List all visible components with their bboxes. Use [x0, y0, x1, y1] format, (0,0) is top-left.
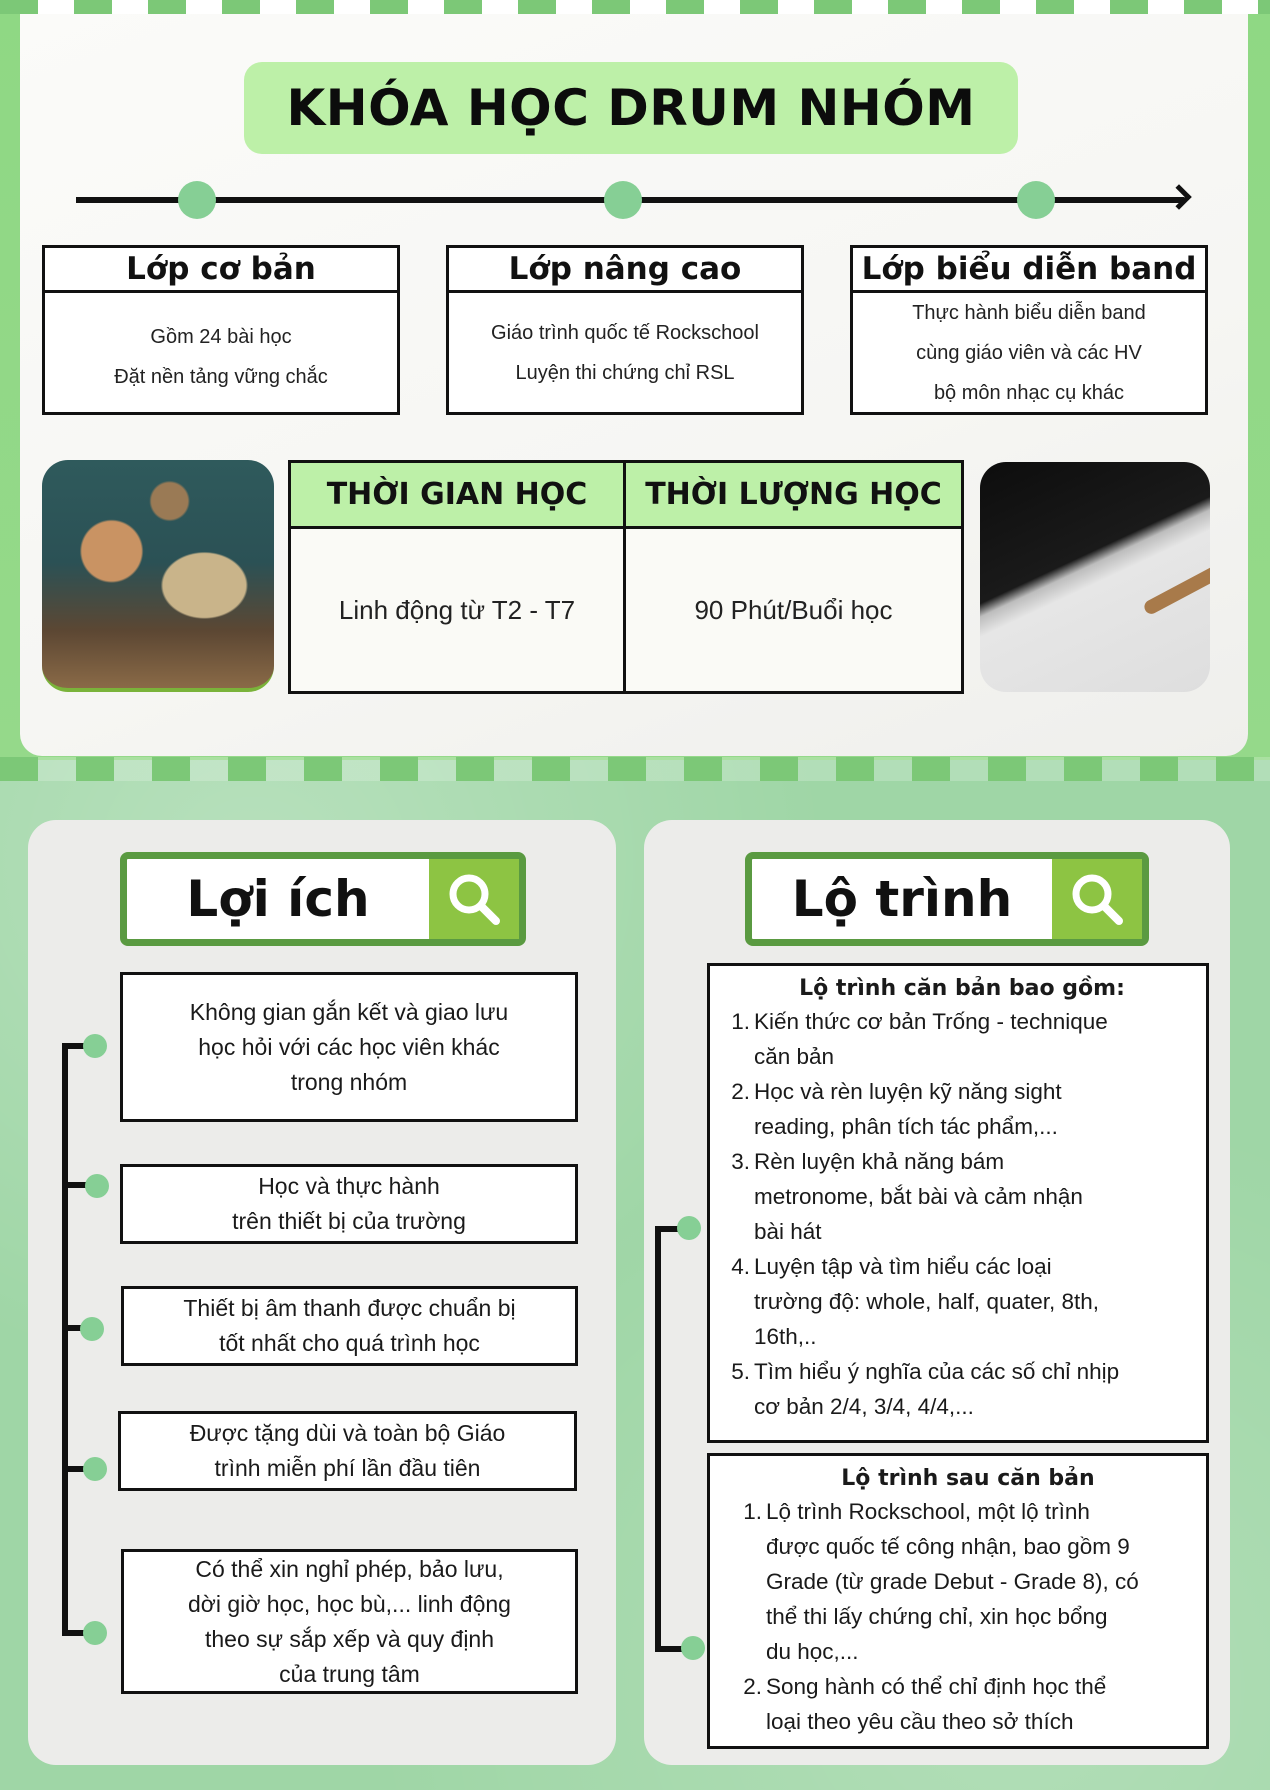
class-card-line: Gồm 24 bài học: [150, 325, 292, 348]
benefit-line: Học và thực hành: [258, 1173, 440, 1199]
class-card-line: Thực hành biểu diễn band: [912, 301, 1146, 324]
class-card-line: bộ môn nhạc cụ khác: [933, 381, 1125, 404]
roadmap-list-item: [728, 1354, 1196, 1424]
item-line: reading, phân tích tác phẩm,...: [754, 1114, 1058, 1139]
item-number: 2.: [743, 1674, 762, 1699]
item-line: Lộ trình Rockschool, một lộ trình: [766, 1499, 1090, 1524]
bullet-dot: [677, 1216, 701, 1240]
benefit-line: trong nhóm: [290, 1068, 408, 1095]
middle-stripe-decoration: [0, 757, 1270, 781]
roadmap-list-item: [728, 1004, 1196, 1074]
page-title: KHÓA HỌC DRUM NHÓM: [286, 79, 976, 137]
item-line: Rèn luyện khả năng bám: [754, 1149, 1005, 1174]
bullet-dot: [85, 1174, 109, 1198]
timeline-dot-3: [1017, 181, 1055, 219]
drum-lesson-photo: [42, 460, 274, 692]
benefit-line: theo sự sắp xếp và quy định: [204, 1625, 495, 1652]
benefit-line: Thiết bị âm thanh được chuẩn bị: [183, 1295, 516, 1321]
roadmap-title: Lộ trình: [791, 870, 1013, 928]
benefit-line: học hỏi với các học viên khác: [198, 1033, 500, 1060]
advanced-roadmap-box: [707, 1453, 1209, 1749]
roadmap-list-item: [728, 1144, 1196, 1249]
item-number: 5.: [731, 1359, 750, 1384]
timeline-dot-1: [178, 181, 216, 219]
search-icon: [1067, 869, 1127, 929]
roadmap-list-item: [740, 1494, 1196, 1669]
roadmap-connector-line: [655, 1226, 661, 1652]
class-card-line: Luyện thi chứng chỉ RSL: [515, 361, 735, 384]
top-stripe-decoration: [0, 0, 1270, 14]
bullet-dot: [83, 1621, 107, 1645]
schedule-duration-column: [626, 463, 961, 691]
basic-roadmap-list: [728, 1004, 1196, 1424]
item-line: du học,...: [766, 1639, 859, 1664]
item-line: trường độ: whole, half, quater, 8th,: [754, 1289, 1100, 1314]
class-card-basic: [42, 245, 400, 415]
benefits-title: Lợi ích: [186, 870, 370, 928]
class-card-band: [850, 245, 1208, 415]
roadmap-list-item: [740, 1669, 1196, 1739]
item-number: 1.: [743, 1499, 762, 1524]
benefit-line: dời giờ học, học bù,... linh động: [188, 1590, 511, 1617]
benefit-line: tốt nhất cho quá trình học: [219, 1330, 480, 1356]
item-line: cơ bản 2/4, 3/4, 4/4,...: [754, 1394, 974, 1419]
item-line: Kiến thức cơ bản Trống - technique: [754, 1009, 1108, 1034]
basic-roadmap-heading: Lộ trình căn bản bao gồm:: [799, 976, 1125, 1001]
schedule-time-column: [291, 463, 626, 691]
class-card-title: Lớp biểu diễn band: [853, 248, 1205, 293]
benefit-line: của trung tâm: [279, 1660, 420, 1687]
class-card-line: Đặt nền tảng vững chắc: [114, 365, 328, 388]
benefit-item-1: [120, 972, 578, 1122]
benefit-item-5: [121, 1549, 578, 1694]
class-card-title: Lớp nâng cao: [449, 248, 801, 293]
benefit-line: trình miễn phí lần đầu tiên: [214, 1455, 481, 1481]
bullet-dot: [83, 1034, 107, 1058]
benefits-search-banner: [120, 852, 526, 946]
advanced-roadmap-heading: Lộ trình sau căn bản: [841, 1466, 1095, 1491]
schedule-time-value: Linh động từ T2 - T7: [291, 529, 623, 691]
schedule-time-header: THỜI GIAN HỌC: [291, 463, 623, 529]
search-icon: [444, 869, 504, 929]
snare-drum-sheet-music-photo: [980, 462, 1210, 692]
schedule-duration-value: 90 Phút/Buổi học: [626, 529, 961, 691]
benefits-search-button: [429, 859, 519, 939]
connector-branch: [62, 1325, 82, 1331]
benefits-connector-line: [62, 1043, 68, 1636]
advanced-roadmap-list: [740, 1494, 1196, 1739]
connector-branch: [62, 1182, 86, 1188]
benefit-item-2: [120, 1164, 578, 1244]
item-line: loại theo yêu cầu theo sở thích: [766, 1709, 1074, 1734]
item-line: bài hát: [754, 1219, 822, 1244]
page-title-banner: [244, 62, 1018, 154]
benefit-line: trên thiết bị của trường: [232, 1208, 466, 1234]
bullet-dot: [80, 1317, 104, 1341]
item-line: Học và rèn luyện kỹ năng sight: [754, 1079, 1062, 1104]
roadmap-list-item: [728, 1249, 1196, 1354]
timeline-dot-2: [604, 181, 642, 219]
roadmap-search-button: [1052, 859, 1142, 939]
basic-roadmap-box: [707, 963, 1209, 1443]
item-number: 1.: [731, 1009, 750, 1034]
item-line: Grade (từ grade Debut - Grade 8), có: [766, 1569, 1139, 1594]
item-line: metronome, bắt bài và cảm nhận: [754, 1184, 1083, 1209]
schedule-duration-header: THỜI LƯỢNG HỌC: [626, 463, 961, 529]
class-card-title: Lớp cơ bản: [45, 248, 397, 293]
class-card-advanced: [446, 245, 804, 415]
benefit-item-3: [121, 1286, 578, 1366]
item-line: thể thi lấy chứng chỉ, xin học bổng: [766, 1604, 1108, 1629]
item-number: 3.: [731, 1149, 750, 1174]
item-number: 4.: [731, 1254, 750, 1279]
benefit-line: Có thể xin nghỉ phép, bảo lưu,: [195, 1555, 504, 1582]
item-line: Tìm hiểu ý nghĩa của các số chỉ nhịp: [754, 1359, 1120, 1384]
item-line: được quốc tế công nhận, bao gồm 9: [766, 1534, 1130, 1559]
item-line: Song hành có thể chỉ định học thể: [766, 1674, 1107, 1699]
item-number: 2.: [731, 1079, 750, 1104]
class-card-line: cùng giáo viên và các HV: [916, 341, 1142, 364]
roadmap-search-banner: [745, 852, 1149, 946]
bullet-dot: [83, 1457, 107, 1481]
item-line: Luyện tập và tìm hiểu các loại: [754, 1254, 1052, 1279]
item-line: căn bản: [754, 1044, 835, 1069]
item-line: 16th,..: [754, 1324, 817, 1349]
benefit-line: Được tặng dùi và toàn bộ Giáo: [189, 1420, 506, 1446]
benefit-line: Không gian gắn kết và giao lưu: [189, 998, 509, 1025]
benefit-item-4: [118, 1411, 577, 1491]
bullet-dot: [681, 1636, 705, 1660]
class-card-line: Giáo trình quốc tế Rockschool: [491, 321, 759, 344]
roadmap-list-item: [728, 1074, 1196, 1144]
schedule-table: [288, 460, 964, 694]
